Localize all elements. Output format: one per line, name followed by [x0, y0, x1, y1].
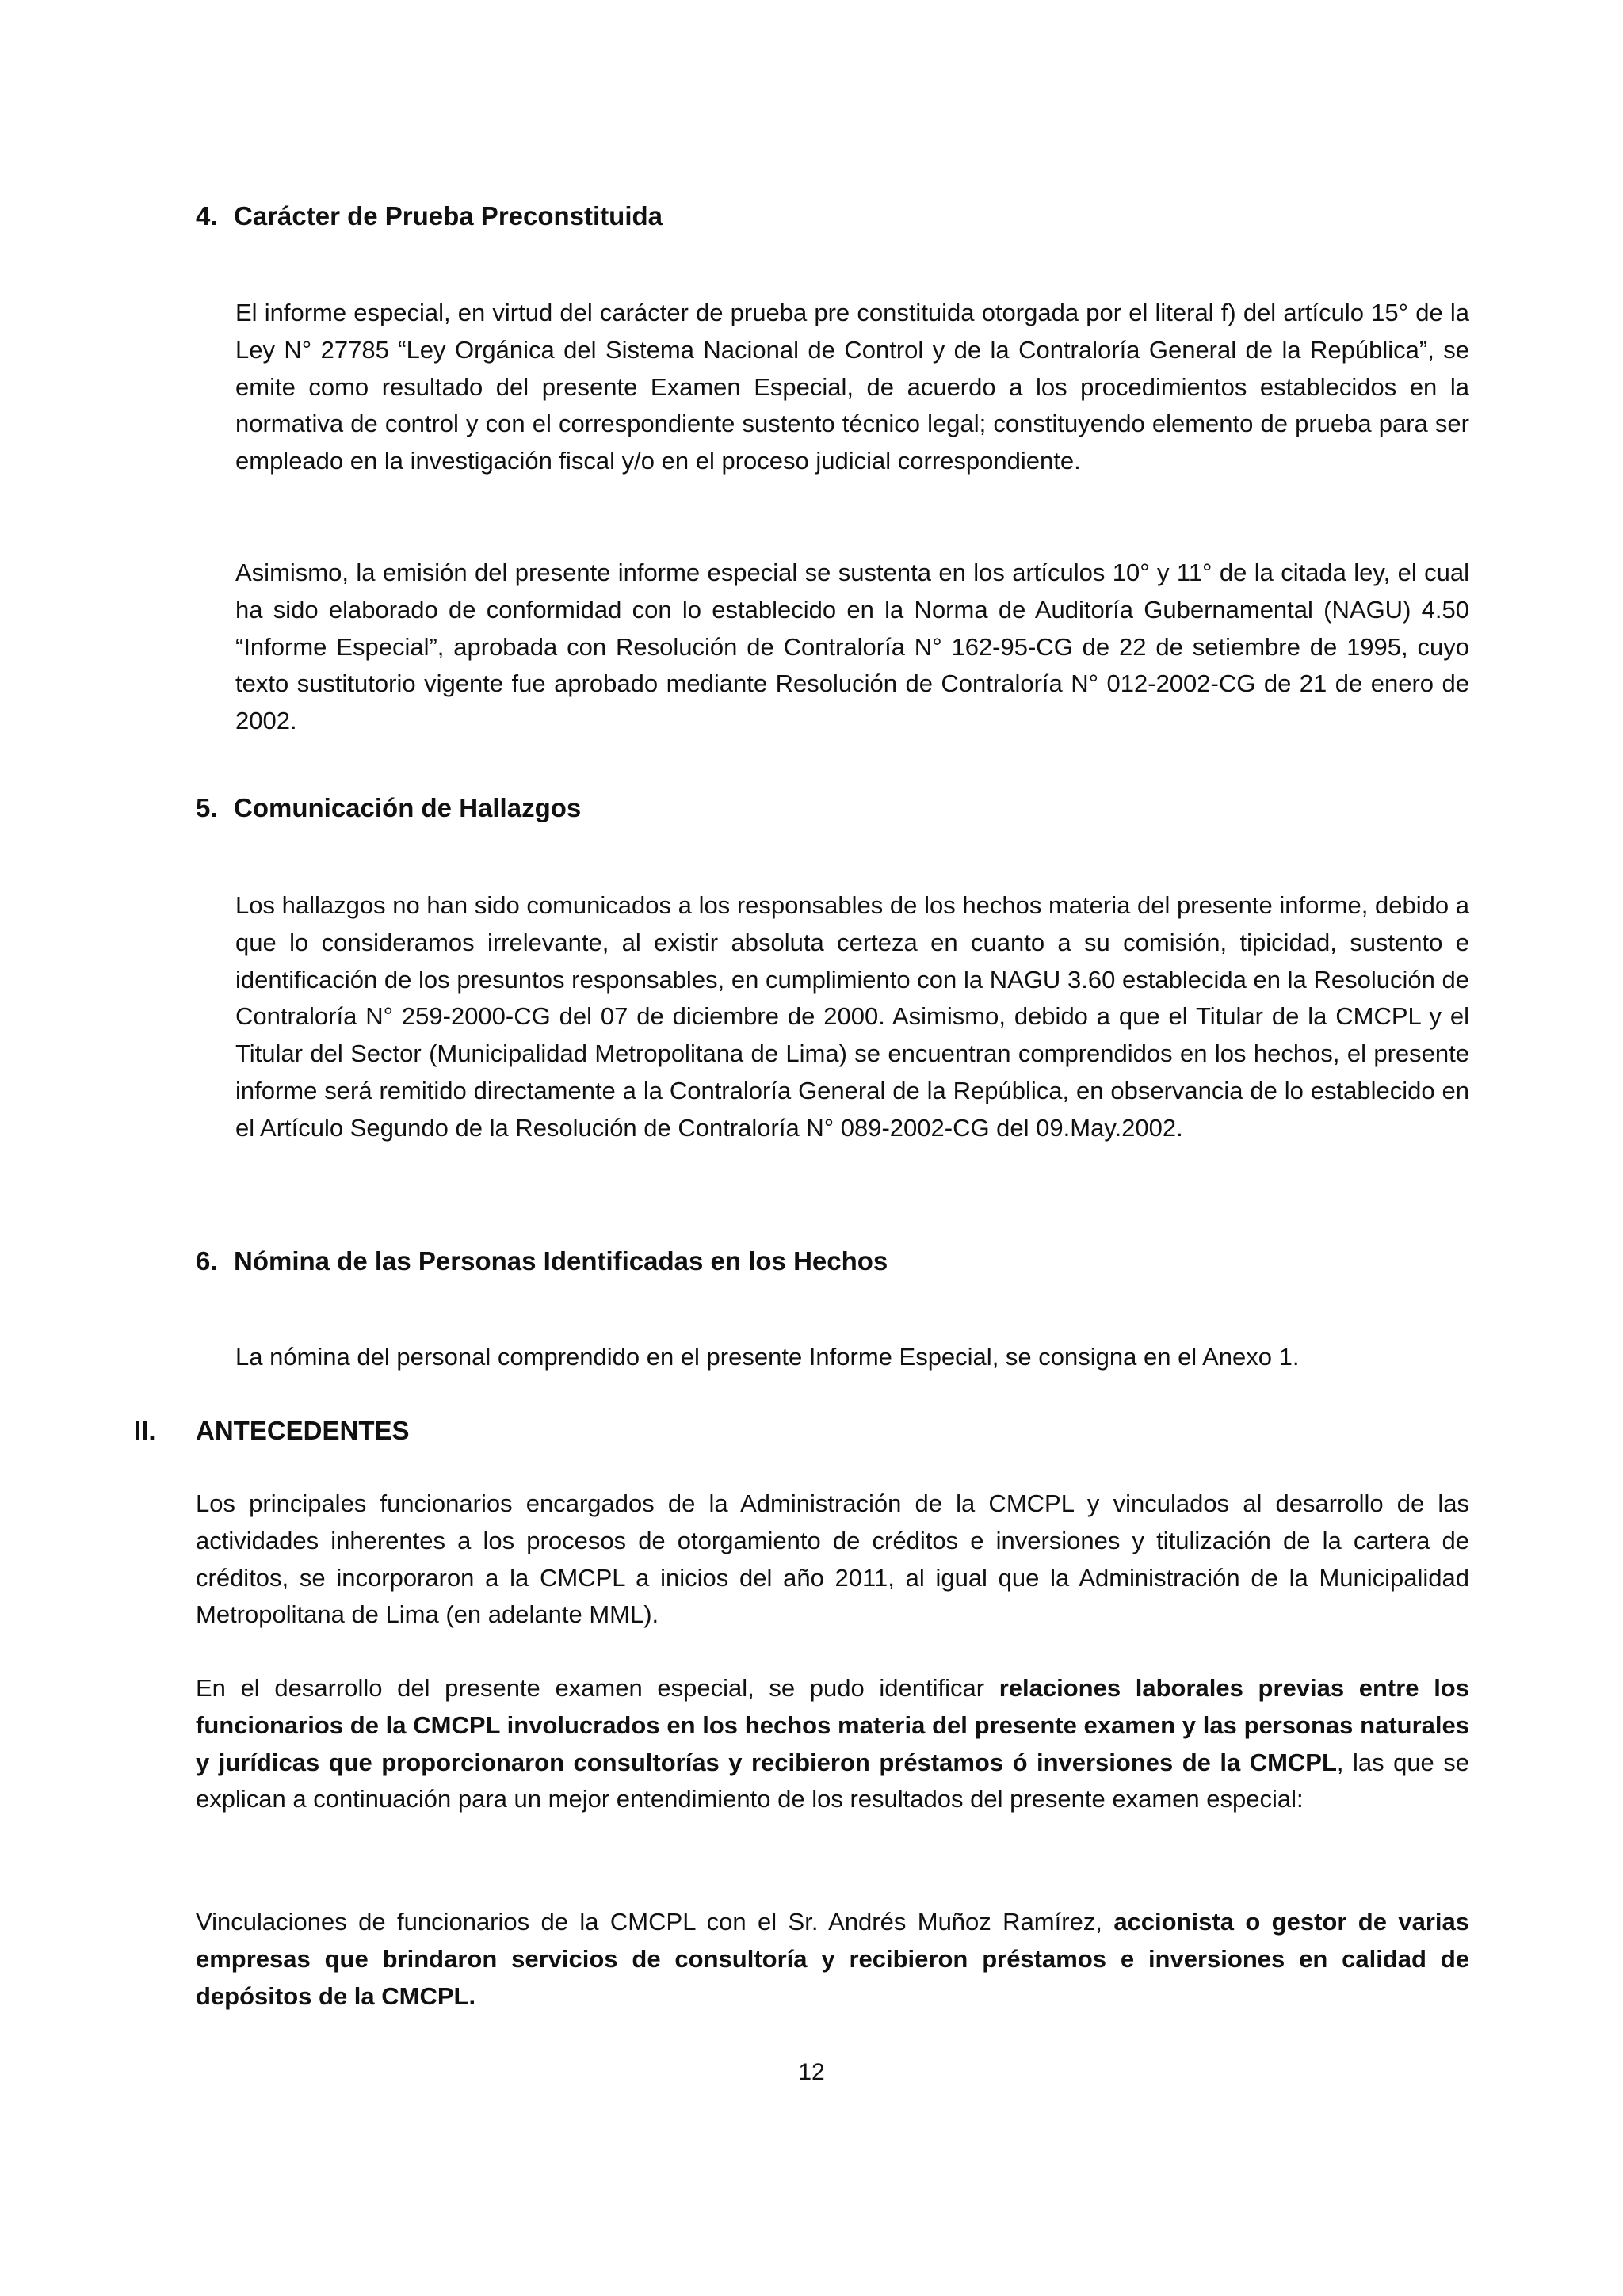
- section-5-heading: [196, 792, 581, 824]
- section-4-number: 4.: [196, 201, 218, 231]
- section-6-heading: [196, 1245, 888, 1277]
- section-5-number: 5.: [196, 793, 218, 822]
- section-II-paragraph-2-end: , las que se explican a continuación para un mejor entendimiento de los resultados del presente examen especial:: [196, 1748, 1470, 1814]
- section-5-paragraph-1: Los hallazgos no han sido comunicados a los responsables de los hechos materia del presente informe, debido a que lo consideramos irrelevante, al existir absoluta certeza en cuanto a su comisión, tipicidad, sustento e identificación de los presuntos responsables, en cumplimiento con la NAGU 3.60 establecida en la Resolución de Contraloría N° 259-2000-CG del 07 de diciembre de 2000. Asimismo, debido a que el Titular de la CMCPL y el Titular del Sector (Municipalidad Metropolitana de Lima) se encuentran comprendidos en los hechos, el presente informe será remitido directamente a la Contraloría General de la República, en observancia de lo establecido en el Artículo Segundo de la Resolución de Contraloría N° 089-2002-CG del 09.May.2002.: [235, 891, 1469, 1142]
- section-II-paragraph-2: [196, 1670, 1469, 1818]
- section-II-paragraph-2-bold: relaciones laborales previas entre los funcionarios de la CMCPL involucrados en los hechos materia del presente examen y las personas naturales y jurídicas que proporcionaron consultorías y recibieron préstamos ó inversiones de la CMCPL: [196, 1674, 1469, 1776]
- section-4-paragraph-2: Asimismo, la emisión del presente informe especial se sustenta en los artículos 10° y 11° de la citada ley, el cual ha sido elaborado de conformidad con lo establecido en la Norma de Auditoría Gubernamental (NAGU) 4.50 “Informe Especial”, aprobada con Resolución de Contraloría N° 162-95-CG de 22 de setiembre de 1995, cuyo texto sustitutorio vigente fue aprobado mediante Resolución de Contraloría N° 012-2002-CG de 21 de enero de 2002.: [235, 559, 1469, 735]
- section-II-paragraph-3-start: Vinculaciones de funcionarios de la CMCPL con el Sr. Andrés Muñoz Ramírez,: [196, 1908, 1114, 1936]
- section-4-paragraph-1: El informe especial, en virtud del carácter de prueba pre constituida otorgada por el literal f) del artículo 15° de la Ley N° 27785 “Ley Orgánica del Sistema Nacional de Control y de la Contraloría General de la República”, se emite como resultado del presente Examen Especial, de acuerdo a los procedimientos establecidos en la normativa de control y con el correspondiente sustento técnico legal; constituyendo elemento de prueba para ser empleado en la investigación fiscal y/o en el proceso judicial correspondiente.: [235, 299, 1469, 475]
- section-6-title: Nómina de las Personas Identificadas en los Hechos: [234, 1246, 888, 1276]
- section-II-number: II.: [134, 1416, 156, 1445]
- section-6-number: 6.: [196, 1246, 218, 1276]
- section-4-heading: [196, 200, 663, 232]
- section-II-paragraph-3-bold: accionista o gestor de varias empresas que brindaron servicios de consultoría y recibieron préstamos e inversiones en calidad de depósitos de la CMCPL.: [196, 1908, 1469, 2010]
- section-5-title: Comunicación de Hallazgos: [234, 793, 582, 822]
- section-6-paragraph-1: La nómina del personal comprendido en el presente Informe Especial, se consigna en el Anexo 1.: [235, 1343, 1300, 1371]
- page-number: 12: [798, 2059, 825, 2085]
- section-II-heading: [134, 1415, 410, 1447]
- section-4-title: Carácter de Prueba Preconstituida: [234, 201, 663, 231]
- section-II-paragraph-2-start: En el desarrollo del presente examen especial, se pudo identificar: [196, 1674, 999, 1702]
- section-II-title: ANTECEDENTES: [196, 1416, 410, 1445]
- section-II-paragraph-3: [196, 1904, 1469, 2015]
- section-II-paragraph-1: Los principales funcionarios encargados de la Administración de la CMCPL y vinculados al desarrollo de las actividades inherentes a los procesos de otorgamiento de créditos e inversiones y titulización de la cartera de créditos, se incorporaron a la CMCPL a inicios del año 2011, al igual que la Administración de la Municipalidad Metropolitana de Lima (en adelante MML).: [196, 1489, 1469, 1629]
